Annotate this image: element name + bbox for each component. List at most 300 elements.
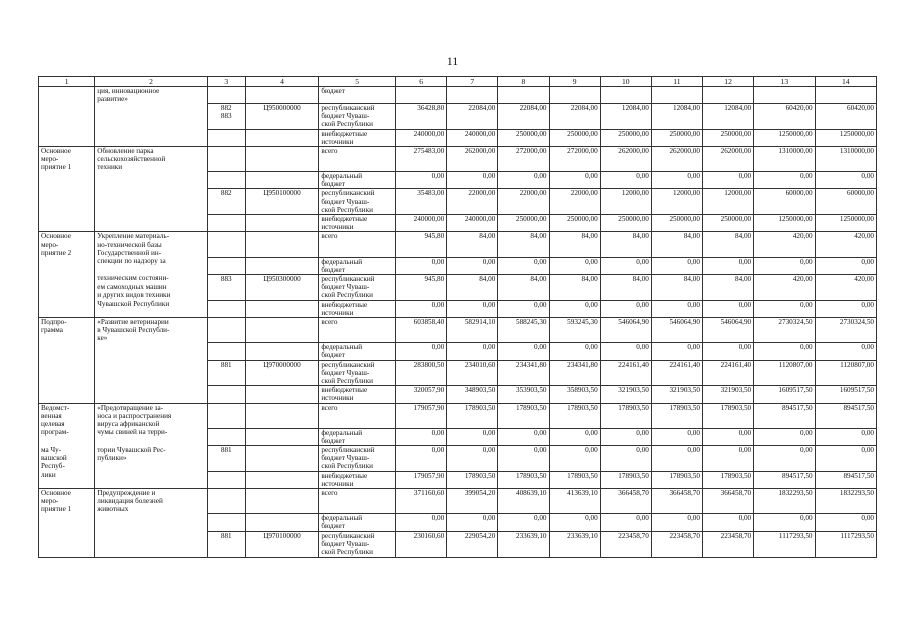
- table-row: [39, 232, 877, 257]
- amount-cell: 546064,90: [651, 317, 702, 342]
- program-name-cell-line: вируса африканской: [97, 419, 160, 428]
- amount-cell: 0,00: [815, 257, 876, 274]
- amount-cell: 0,00: [600, 446, 651, 472]
- column-header-5: 5: [319, 77, 396, 87]
- program-name-cell: [95, 446, 208, 472]
- amount-cell: 84,00: [498, 274, 549, 300]
- amount-cell: 36428,80: [396, 103, 447, 129]
- amount-cell: 22000,00: [549, 189, 600, 215]
- funding-source-cell-line: ской Республики: [321, 205, 373, 214]
- program-type-cell: [39, 360, 95, 386]
- funding-source-cell-line: всего: [321, 403, 338, 412]
- amount-cell: 1250000,00: [815, 215, 876, 232]
- amount-cell: 420,00: [754, 232, 815, 257]
- program-type-cell-line: приятие 1: [41, 163, 72, 172]
- program-name-cell-line: ция, инновационное: [97, 87, 160, 95]
- funding-source-cell-line: бюджет Чуваш-: [321, 368, 370, 377]
- amount-cell: 0,00: [447, 514, 498, 531]
- target-article-cell-line: Ц970100000: [263, 531, 301, 540]
- funding-source-cell-line: источники: [321, 137, 354, 146]
- amount-cell: [651, 87, 702, 104]
- target-article-cell: [245, 386, 319, 403]
- funding-source-cell-line: бюджет: [321, 265, 345, 274]
- funding-source-cell-line: республиканский: [321, 531, 375, 540]
- program-name-cell: [95, 386, 208, 403]
- column-header-13: 13: [754, 77, 815, 87]
- program-type-cell-line: лики: [41, 471, 56, 480]
- program-type-cell-line: приятие 2: [41, 248, 72, 257]
- funding-source-cell: [319, 343, 396, 360]
- amount-cell: 0,00: [396, 172, 447, 189]
- amount-cell: 0,00: [396, 257, 447, 274]
- program-name-cell: [95, 428, 208, 445]
- table-row: [39, 514, 877, 531]
- amount-cell: 224161,40: [702, 360, 753, 386]
- program-type-cell-line: Подпро-: [41, 317, 67, 326]
- amount-cell: 0,00: [600, 514, 651, 531]
- program-name-cell-line: техническим состояни-: [97, 274, 169, 283]
- amount-cell: 1120807,00: [815, 360, 876, 386]
- amount-cell: 272000,00: [549, 146, 600, 171]
- program-type-cell: [39, 215, 95, 232]
- program-name-cell: [95, 172, 208, 189]
- program-name-cell: [95, 189, 208, 215]
- program-name-cell: [95, 489, 208, 514]
- amount-cell: 0,00: [549, 428, 600, 445]
- target-article-cell-line: Ц970000000: [263, 360, 301, 369]
- amount-cell: 0,00: [600, 343, 651, 360]
- program-type-cell-line: ма Чу-: [41, 445, 62, 454]
- program-type-cell-line: Ведомст-: [41, 403, 70, 412]
- funding-source-cell: [319, 129, 396, 146]
- amount-cell: 250000,00: [549, 129, 600, 146]
- amount-cell: 234341,80: [498, 360, 549, 386]
- amount-cell: 0,00: [702, 343, 753, 360]
- funding-source-cell: [319, 360, 396, 386]
- admin-code-cell: [207, 514, 245, 531]
- amount-cell: 593245,30: [549, 317, 600, 342]
- program-type-cell: [39, 514, 95, 531]
- program-name-cell-line: Чувашской Республики: [97, 300, 170, 309]
- table-body: [39, 87, 877, 558]
- amount-cell: 0,00: [754, 257, 815, 274]
- amount-cell: 0,00: [651, 446, 702, 472]
- amount-cell: 0,00: [600, 428, 651, 445]
- amount-cell: 178903,50: [498, 403, 549, 428]
- program-type-cell: [39, 274, 95, 300]
- program-type-cell-line: меро-: [41, 155, 59, 164]
- program-type-cell: [39, 232, 95, 257]
- funding-source-cell-line: федеральный: [321, 343, 363, 352]
- amount-cell: 945,80: [396, 274, 447, 300]
- amount-cell: 366458,70: [702, 489, 753, 514]
- program-type-cell: [39, 189, 95, 215]
- funding-source-cell: [319, 87, 396, 104]
- target-article-cell: [245, 232, 319, 257]
- budget-table: [38, 76, 877, 558]
- amount-cell: 0,00: [815, 428, 876, 445]
- amount-cell: 1117293,50: [815, 531, 876, 557]
- program-type-cell: [39, 446, 95, 472]
- amount-cell: 0,00: [702, 514, 753, 531]
- target-article-cell: [245, 446, 319, 472]
- table-row: [39, 189, 877, 215]
- amount-cell: 84,00: [549, 274, 600, 300]
- admin-code-cell: [207, 446, 245, 472]
- amount-cell: 12084,00: [600, 103, 651, 129]
- column-header-9: 9: [549, 77, 600, 87]
- funding-source-cell: [319, 403, 396, 428]
- program-type-cell-line: венная: [41, 411, 62, 420]
- column-header-11: 11: [651, 77, 702, 87]
- program-type-cell: [39, 343, 95, 360]
- admin-code-cell: [207, 129, 245, 146]
- amount-cell: 0,00: [815, 300, 876, 317]
- amount-cell: 0,00: [447, 446, 498, 472]
- amount-cell: [396, 87, 447, 104]
- table-row: [39, 215, 877, 232]
- amount-cell: 0,00: [702, 257, 753, 274]
- funding-source-cell-line: ской Республики: [321, 376, 373, 385]
- program-type-cell-line: грамма: [41, 326, 63, 335]
- amount-cell: 84,00: [651, 232, 702, 257]
- amount-cell: 35483,00: [396, 189, 447, 215]
- amount-cell: 60420,00: [815, 103, 876, 129]
- program-type-cell-line: целевая: [41, 419, 65, 428]
- amount-cell: 178903,50: [600, 471, 651, 488]
- amount-cell: 240000,00: [396, 215, 447, 232]
- funding-source-cell-line: всего: [321, 232, 338, 241]
- target-article-cell: [245, 489, 319, 514]
- amount-cell: 179057,90: [396, 403, 447, 428]
- funding-source-cell-line: внебюджетные: [321, 471, 368, 480]
- column-header-10: 10: [600, 77, 651, 87]
- amount-cell: 0,00: [815, 514, 876, 531]
- amount-cell: 1250000,00: [754, 129, 815, 146]
- funding-source-cell: [319, 489, 396, 514]
- target-article-cell: [245, 189, 319, 215]
- amount-cell: 0,00: [651, 343, 702, 360]
- amount-cell: 420,00: [815, 274, 876, 300]
- table-row: [39, 471, 877, 488]
- program-name-cell-line: ем самоходных машин: [97, 282, 167, 291]
- program-type-cell-line: Респуб-: [41, 461, 65, 470]
- target-article-cell-line: Ц950000000: [263, 103, 301, 112]
- program-type-cell: [39, 489, 95, 514]
- amount-cell: 84,00: [447, 274, 498, 300]
- table-row: [39, 428, 877, 445]
- amount-cell: 240000,00: [396, 129, 447, 146]
- admin-code-cell-line: 881: [220, 446, 232, 455]
- admin-code-cell: [207, 531, 245, 557]
- program-type-cell: [39, 103, 95, 129]
- funding-source-cell: [319, 386, 396, 403]
- funding-source-cell-line: бюджет: [321, 180, 345, 189]
- program-name-cell: [95, 360, 208, 386]
- program-type-cell: [39, 531, 95, 557]
- target-article-cell: [245, 274, 319, 300]
- funding-source-cell-line: республиканский: [321, 274, 375, 283]
- program-type-cell-line: меро-: [41, 497, 59, 506]
- amount-cell: 0,00: [498, 172, 549, 189]
- funding-source-cell-line: бюджет Чуваш-: [321, 197, 370, 206]
- program-name-cell: [95, 146, 208, 171]
- amount-cell: 0,00: [702, 428, 753, 445]
- amount-cell: 1310000,00: [815, 146, 876, 171]
- target-article-cell: [245, 531, 319, 557]
- amount-cell: 250000,00: [600, 129, 651, 146]
- program-type-cell: [39, 471, 95, 488]
- amount-cell: 0,00: [651, 257, 702, 274]
- target-article-cell: [245, 103, 319, 129]
- amount-cell: 250000,00: [702, 129, 753, 146]
- funding-source-cell: [319, 471, 396, 488]
- target-article-cell: [245, 215, 319, 232]
- amount-cell: 250000,00: [498, 215, 549, 232]
- table-header-row: [39, 77, 877, 87]
- amount-cell: 0,00: [396, 514, 447, 531]
- amount-cell: 0,00: [498, 300, 549, 317]
- funding-source-cell-line: республиканский: [321, 103, 375, 112]
- program-name-cell: [95, 232, 208, 257]
- amount-cell: 1250000,00: [815, 129, 876, 146]
- amount-cell: 12000,00: [600, 189, 651, 215]
- amount-cell: 0,00: [549, 257, 600, 274]
- amount-cell: 272000,00: [498, 146, 549, 171]
- amount-cell: 546064,90: [702, 317, 753, 342]
- amount-cell: 0,00: [702, 446, 753, 472]
- amount-cell: 22000,00: [447, 189, 498, 215]
- admin-code-cell: [207, 489, 245, 514]
- program-name-cell-line: развитие»: [97, 95, 128, 104]
- amount-cell: 945,80: [396, 232, 447, 257]
- amount-cell: 250000,00: [549, 215, 600, 232]
- program-type-cell: [39, 172, 95, 189]
- funding-source-cell-line: источники: [321, 394, 354, 403]
- amount-cell: 348903,50: [447, 386, 498, 403]
- amount-cell: 0,00: [754, 300, 815, 317]
- program-name-cell: [95, 471, 208, 488]
- funding-source-cell-line: республиканский: [321, 360, 375, 369]
- program-name-cell-line: техники: [97, 163, 123, 172]
- amount-cell: 84,00: [498, 232, 549, 257]
- admin-code-cell: [207, 215, 245, 232]
- amount-cell: 240000,00: [447, 215, 498, 232]
- amount-cell: 1609517,50: [754, 386, 815, 403]
- funding-source-cell-line: бюджет Чуваш-: [321, 283, 370, 292]
- column-header-8: 8: [498, 77, 549, 87]
- amount-cell: 0,00: [651, 428, 702, 445]
- amount-cell: 1120807,00: [754, 360, 815, 386]
- admin-code-cell-line: 882: [220, 103, 232, 112]
- amount-cell: 1832293,50: [754, 489, 815, 514]
- target-article-cell: [245, 360, 319, 386]
- table-row: [39, 317, 877, 342]
- amount-cell: 223458,70: [651, 531, 702, 557]
- table-row: [39, 172, 877, 189]
- amount-cell: 0,00: [651, 300, 702, 317]
- program-type-cell-line: програм-: [41, 428, 69, 437]
- amount-cell: 321903,50: [702, 386, 753, 403]
- target-article-cell: [245, 87, 319, 104]
- amount-cell: 12000,00: [651, 189, 702, 215]
- admin-code-cell: [207, 428, 245, 445]
- amount-cell: 546064,90: [600, 317, 651, 342]
- admin-code-cell: [207, 300, 245, 317]
- column-header-3: 3: [207, 77, 245, 87]
- admin-code-cell: [207, 87, 245, 104]
- program-name-cell-line: чумы свиней на терри-: [97, 428, 168, 437]
- program-name-cell-line: Укрепление материаль-: [97, 232, 170, 241]
- amount-cell: 0,00: [702, 172, 753, 189]
- amount-cell: 0,00: [447, 257, 498, 274]
- amount-cell: 178903,50: [651, 471, 702, 488]
- table-row: [39, 360, 877, 386]
- amount-cell: 0,00: [702, 300, 753, 317]
- table-row: [39, 300, 877, 317]
- amount-cell: 320057,90: [396, 386, 447, 403]
- table-row: [39, 386, 877, 403]
- admin-code-cell: [207, 343, 245, 360]
- program-name-cell-line: спекции по надзору за: [97, 257, 166, 266]
- table-row: [39, 489, 877, 514]
- amount-cell: 262000,00: [651, 146, 702, 171]
- amount-cell: 22084,00: [447, 103, 498, 129]
- admin-code-cell: [207, 386, 245, 403]
- amount-cell: 0,00: [549, 514, 600, 531]
- target-article-cell: [245, 343, 319, 360]
- amount-cell: [549, 87, 600, 104]
- program-name-cell: [95, 87, 208, 104]
- program-type-cell: [39, 87, 95, 104]
- amount-cell: 178903,50: [549, 403, 600, 428]
- column-header-12: 12: [702, 77, 753, 87]
- program-name-cell-line: Обновление парка: [97, 146, 154, 155]
- admin-code-cell: [207, 232, 245, 257]
- funding-source-cell: [319, 172, 396, 189]
- admin-code-cell-line: 882: [220, 189, 232, 198]
- admin-code-cell: [207, 403, 245, 428]
- amount-cell: 60000,00: [815, 189, 876, 215]
- amount-cell: 250000,00: [651, 215, 702, 232]
- funding-source-cell-line: ской Республики: [321, 291, 373, 300]
- target-article-cell: [245, 129, 319, 146]
- amount-cell: 223458,70: [702, 531, 753, 557]
- funding-source-cell-line: внебюджетные: [321, 215, 368, 224]
- amount-cell: 0,00: [754, 428, 815, 445]
- amount-cell: 223458,70: [600, 531, 651, 557]
- program-name-cell-line: животных: [97, 505, 129, 514]
- funding-source-cell: [319, 257, 396, 274]
- column-header-14: 14: [815, 77, 876, 87]
- table-row: [39, 129, 877, 146]
- amount-cell: 321903,50: [651, 386, 702, 403]
- amount-cell: 2730324,50: [754, 317, 815, 342]
- target-article-cell: [245, 172, 319, 189]
- amount-cell: 178903,50: [447, 403, 498, 428]
- program-name-cell: [95, 300, 208, 317]
- program-name-cell-line: Предупреждение и: [97, 489, 156, 498]
- funding-source-cell: [319, 317, 396, 342]
- admin-code-cell: [207, 317, 245, 342]
- funding-source-cell-line: федеральный: [321, 428, 363, 437]
- amount-cell: 582914,10: [447, 317, 498, 342]
- funding-source-cell-line: всего: [321, 489, 338, 498]
- funding-source-cell-line: ской Республики: [321, 547, 373, 556]
- funding-source-cell-line: ской Республики: [321, 462, 373, 471]
- funding-source-cell-line: источники: [321, 308, 354, 317]
- program-type-cell: [39, 146, 95, 171]
- amount-cell: 0,00: [447, 172, 498, 189]
- amount-cell: 603858,40: [396, 317, 447, 342]
- target-article-cell: [245, 146, 319, 171]
- funding-source-cell: [319, 514, 396, 531]
- amount-cell: 366458,70: [651, 489, 702, 514]
- target-article-cell: [245, 403, 319, 428]
- program-type-cell-line: приятие 1: [41, 505, 72, 514]
- program-name-cell-line: Государственной ин-: [97, 248, 162, 257]
- amount-cell: 0,00: [447, 300, 498, 317]
- funding-source-cell: [319, 274, 396, 300]
- amount-cell: 0,00: [754, 172, 815, 189]
- program-name-cell-line: ке»: [97, 334, 108, 343]
- funding-source-cell-line: федеральный: [321, 514, 363, 523]
- program-name-cell-line: «Предотвращение за-: [97, 403, 164, 412]
- funding-source-cell-line: федеральный: [321, 257, 363, 266]
- amount-cell: 60000,00: [754, 189, 815, 215]
- funding-source-cell-line: всего: [321, 317, 338, 326]
- program-name-cell: [95, 257, 208, 274]
- program-name-cell: [95, 514, 208, 531]
- amount-cell: 0,00: [549, 172, 600, 189]
- amount-cell: 0,00: [498, 343, 549, 360]
- admin-code-cell: [207, 103, 245, 129]
- amount-cell: 224161,40: [651, 360, 702, 386]
- amount-cell: 0,00: [815, 172, 876, 189]
- amount-cell: 1310000,00: [754, 146, 815, 171]
- program-type-cell-line: меро-: [41, 240, 59, 249]
- amount-cell: 0,00: [447, 343, 498, 360]
- amount-cell: 0,00: [498, 446, 549, 472]
- funding-source-cell-line: федеральный: [321, 172, 363, 181]
- amount-cell: 84,00: [447, 232, 498, 257]
- amount-cell: 250000,00: [651, 129, 702, 146]
- table-row: [39, 87, 877, 104]
- table-row: [39, 274, 877, 300]
- amount-cell: 1609517,50: [815, 386, 876, 403]
- amount-cell: 22000,00: [498, 189, 549, 215]
- amount-cell: 894517,50: [754, 471, 815, 488]
- target-article-cell: [245, 514, 319, 531]
- table-row: [39, 103, 877, 129]
- admin-code-cell: [207, 189, 245, 215]
- admin-code-cell: [207, 257, 245, 274]
- amount-cell: 366458,70: [600, 489, 651, 514]
- program-type-cell: [39, 257, 95, 274]
- column-header-2: 2: [95, 77, 208, 87]
- program-name-cell: [95, 403, 208, 428]
- funding-source-cell: [319, 215, 396, 232]
- amount-cell: 0,00: [447, 428, 498, 445]
- program-name-cell: [95, 129, 208, 146]
- program-type-cell: [39, 317, 95, 342]
- program-type-cell: [39, 300, 95, 317]
- amount-cell: 1117293,50: [754, 531, 815, 557]
- admin-code-cell-line: 881: [220, 360, 232, 369]
- funding-source-cell-line: бюджет Чуваш-: [321, 539, 370, 548]
- funding-source-cell-line: внебюджетные: [321, 300, 368, 309]
- target-article-cell-line: Ц950300000: [263, 274, 301, 283]
